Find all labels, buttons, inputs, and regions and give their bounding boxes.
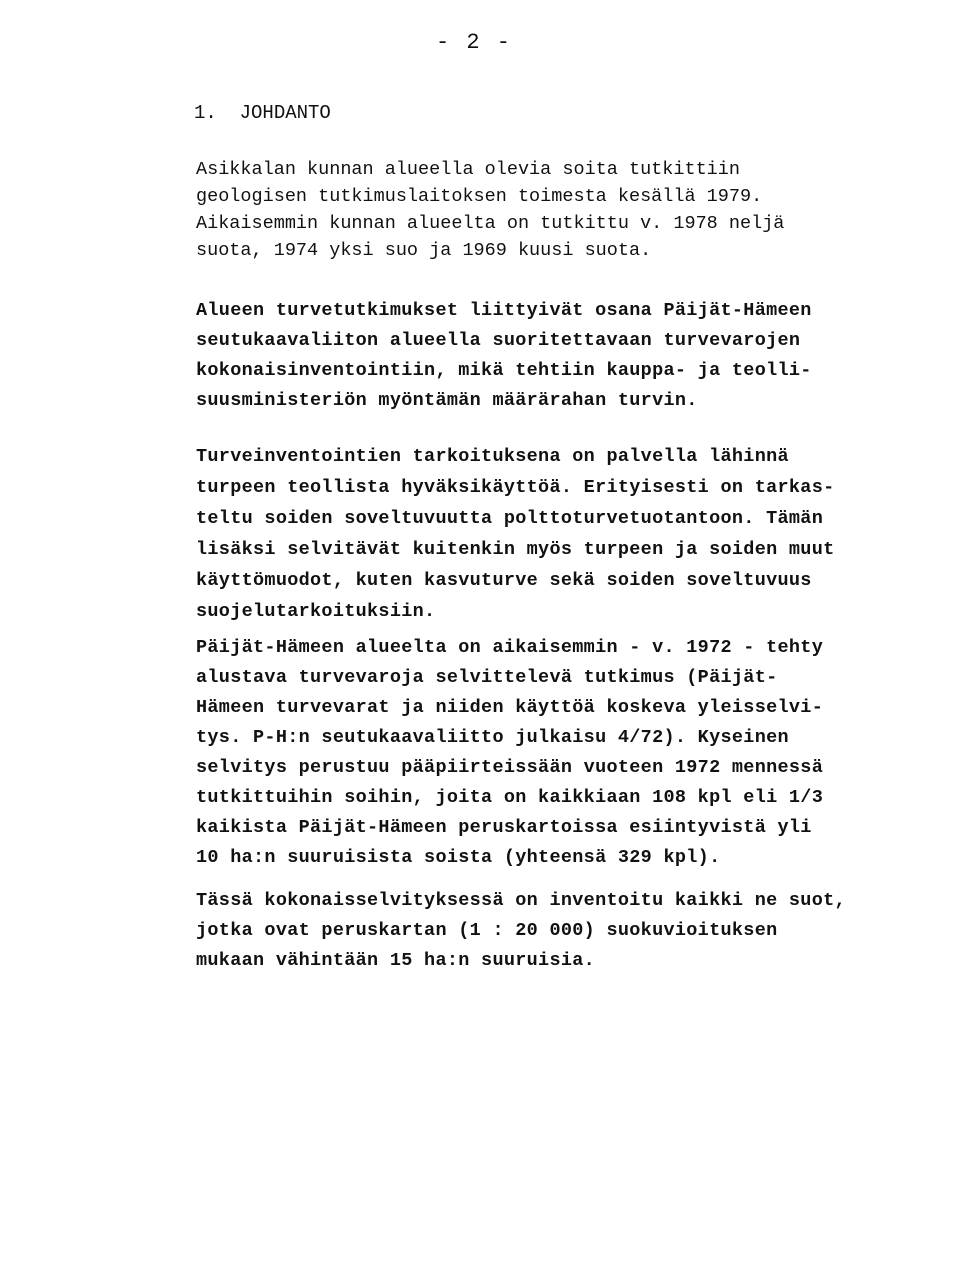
text-line: kaikista Päijät-Hämeen peruskartoissa esiintyvistä yli bbox=[196, 817, 812, 838]
text-line: Asikkalan kunnan alueella olevia soita tutkittiin bbox=[196, 159, 740, 180]
paragraph-scope bbox=[196, 886, 846, 976]
paragraph-background bbox=[196, 296, 812, 416]
text-line: suusministeriön myöntämän määrärahan turvin. bbox=[196, 390, 698, 411]
text-line: tutkittuihin soihin, joita on kaikkiaan 108 kpl eli 1/3 bbox=[196, 787, 824, 808]
paragraph-previous-study bbox=[196, 633, 823, 873]
text-line: kokonaisinventointiin, mikä tehtiin kauppa- ja teolli- bbox=[196, 360, 812, 381]
text-line: Päijät-Hämeen alueelta on aikaisemmin - v. 1972 - tehty bbox=[196, 637, 824, 658]
text-line: alustava turvevaroja selvittelevä tutkimus (Päijät- bbox=[196, 667, 778, 688]
section-heading: 1. JOHDANTO bbox=[194, 102, 331, 124]
text-line: käyttömuodot, kuten kasvuturve sekä soiden soveltuvuus bbox=[196, 570, 812, 591]
text-line: Alueen turvetutkimukset liittyivät osana Päijät-Hämeen bbox=[196, 300, 812, 321]
text-line: teltu soiden soveltuvuutta polttoturvetuotantoon. Tämän bbox=[196, 508, 824, 529]
page-number: - 2 - bbox=[436, 30, 513, 55]
text-line: Aikaisemmin kunnan alueelta on tutkittu v. 1978 neljä bbox=[196, 213, 785, 234]
text-line: Hämeen turvevarat ja niiden käyttöä koskeva yleisselvi- bbox=[196, 697, 824, 718]
paragraph-introduction bbox=[196, 156, 784, 264]
text-line: geologisen tutkimuslaitoksen toimesta kesällä 1979. bbox=[196, 186, 763, 207]
text-line: tys. P-H:n seutukaavaliitto julkaisu 4/72). Kyseinen bbox=[196, 727, 789, 748]
text-line: selvitys perustuu pääpiirteissään vuoteen 1972 mennessä bbox=[196, 757, 824, 778]
text-line: mukaan vähintään 15 ha:n suuruisia. bbox=[196, 950, 596, 971]
text-line: turpeen teollista hyväksikäyttöä. Erityisesti on tarkas- bbox=[196, 477, 835, 498]
text-line: 10 ha:n suuruisista soista (yhteensä 329 kpl). bbox=[196, 847, 721, 868]
text-line: seutukaavaliiton alueella suoritettavaan turvevarojen bbox=[196, 330, 801, 351]
text-line: jotka ovat peruskartan (1 : 20 000) suokuvioituksen bbox=[196, 920, 778, 941]
text-line: suojelutarkoituksiin. bbox=[196, 601, 436, 622]
text-line: suota, 1974 yksi suo ja 1969 kuusi suota. bbox=[196, 240, 652, 261]
text-line: Turveinventointien tarkoituksena on palvella lähinnä bbox=[196, 446, 789, 467]
text-line: Tässä kokonaisselvityksessä on inventoitu kaikki ne suot, bbox=[196, 890, 846, 911]
paragraph-purpose bbox=[196, 441, 835, 627]
text-line: lisäksi selvitävät kuitenkin myös turpeen ja soiden muut bbox=[196, 539, 835, 560]
